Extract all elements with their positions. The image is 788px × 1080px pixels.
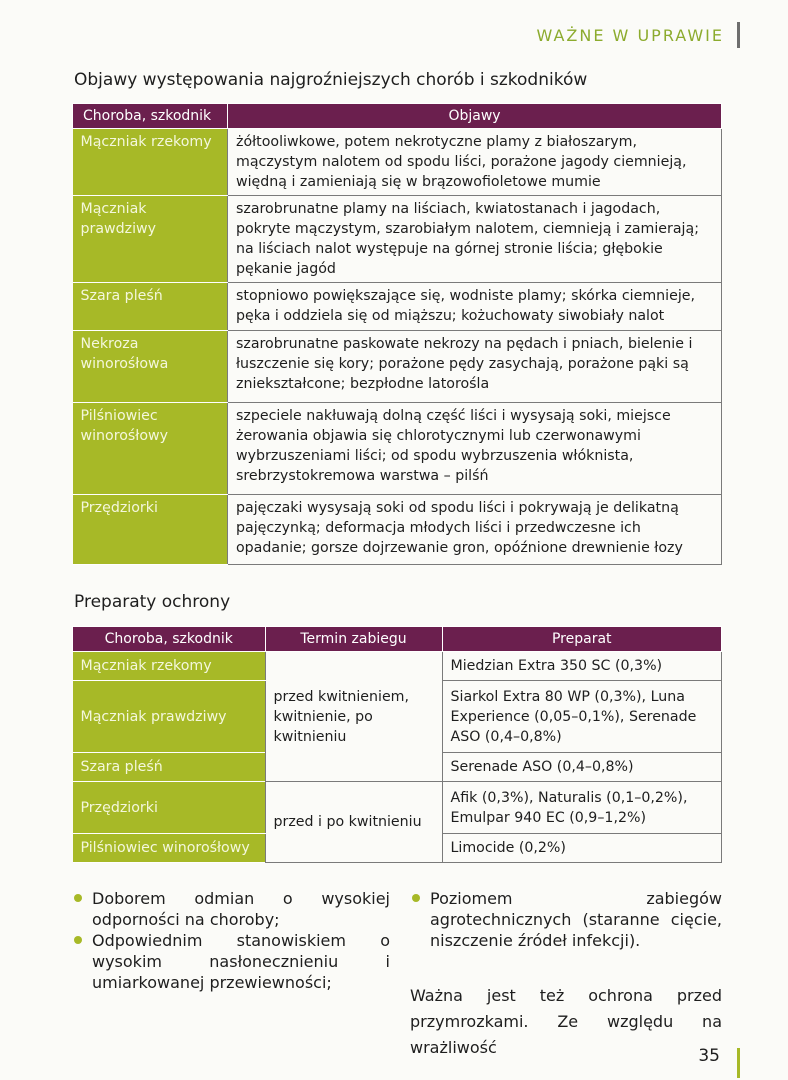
disease-name: Nekroza winorośłowa	[73, 331, 228, 403]
bullet-dot-icon	[74, 894, 82, 902]
table-row	[73, 782, 722, 834]
treatment-term: przed kwitnieniem, kwitnienie, po kwitnieniu	[265, 652, 442, 782]
list-item-text: Odpowiednim stanowiskiem o wysokim nasłonecznieniu i umiarkowanej przewiewności;	[92, 931, 390, 992]
column-header-product: Preparat	[442, 627, 722, 652]
product-name: Serenade ASO (0,4–0,8%)	[442, 753, 722, 782]
disease-name: Przędziorki	[73, 782, 266, 834]
disease-name: Pilśniowiec winorośłowy	[73, 403, 228, 495]
disease-name: Szara pleśń	[73, 753, 266, 782]
table-row	[73, 331, 722, 403]
disease-name: Mączniak rzekomy	[73, 652, 266, 681]
protection-products-table	[72, 626, 722, 863]
disease-symptoms: pajęczaki wysysają soki od spodu liści i pokrywają je delikatną pajęczynką; deformacja młodych liści i przedwczesne ich opadanie; gorsze dojrzewanie gron, opóźnione drewnienie łozy	[228, 495, 722, 565]
column-header-symptoms: Objawy	[228, 104, 722, 129]
product-name: Afik (0,3%), Naturalis (0,1–0,2%), Emulpar 940 EC (0,9–1,2%)	[442, 782, 722, 834]
diseases-table-title: Objawy występowania najgroźniejszych chorób i szkodników	[74, 70, 588, 90]
list-item-text: Poziomem zabiegów agrotechnicznych (staranne cięcie, niszczenie źródeł infekcji).	[430, 889, 722, 950]
list-item	[72, 888, 390, 930]
list-item-text: Doborem odmian o wysokiej odporności na choroby;	[92, 889, 390, 929]
product-name: Siarkol Extra 80 WP (0,3%), Luna Experience (0,05–0,1%), Serenade ASO (0,4–0,8%)	[442, 681, 722, 753]
disease-symptoms: stopniowo powiększające się, wodniste plamy; skórka ciemnieje, pęka i oddziela się od miąższu; kożuchowaty siwobiały nalot	[228, 283, 722, 331]
list-item	[410, 888, 722, 951]
treatment-term: przed i po kwitnieniu	[265, 782, 442, 863]
disease-name: Mączniak prawdziwy	[73, 196, 228, 283]
table-row	[73, 403, 722, 495]
table-row	[73, 283, 722, 331]
table-row	[73, 495, 722, 565]
disease-symptoms: szarobrunatne plamy na liściach, kwiatostanach i jagodach, pokryte mączystym, szarobiałym nalotem, ciemnieją i zamierają; na liściach nalot występuje na górnej stronie liścia; głębokie pękanie jagód	[228, 196, 722, 283]
bullet-dot-icon	[412, 894, 420, 902]
bullet-list-right	[410, 888, 722, 951]
product-name: Limocide (0,2%)	[442, 834, 722, 863]
disease-name: Szara pleśń	[73, 283, 228, 331]
disease-name: Mączniak rzekomy	[73, 129, 228, 196]
column-header-disease: Choroba, szkodnik	[73, 627, 266, 652]
header-divider-bar	[737, 22, 740, 48]
disease-symptoms: szarobrunatne paskowate nekrozy na pędach i pniach, bielenie i łuszczenie się kory; porażone pędy zasychają, porażone pąki są zniekształcone; bezpłodne latorośla	[228, 331, 722, 403]
section-header-label: WAŻNE W UPRAWIE	[536, 26, 724, 45]
table-row	[73, 129, 722, 196]
column-header-disease: Choroba, szkodnik	[73, 104, 228, 129]
diseases-symptoms-table	[72, 103, 722, 565]
bullet-dot-icon	[74, 936, 82, 944]
products-table-title: Preparaty ochrony	[74, 592, 231, 612]
page-number-bar	[737, 1048, 740, 1078]
bullet-list-left	[72, 888, 390, 993]
table-row	[73, 196, 722, 283]
body-paragraph: Ważna jest też ochrona przed przymrozkami. Ze względu na wrażliwość	[410, 986, 722, 1057]
list-item	[72, 930, 390, 993]
page-number: 35	[698, 1046, 720, 1066]
product-name: Miedzian Extra 350 SC (0,3%)	[442, 652, 722, 681]
column-header-term: Termin zabiegu	[265, 627, 442, 652]
table-row	[73, 652, 722, 681]
disease-name: Przędziorki	[73, 495, 228, 565]
disease-name: Mączniak prawdziwy	[73, 681, 266, 753]
disease-symptoms: szpeciele nakłuwają dolną część liści i wysysają soki, miejsce żerowania objawia się chlorotycznymi lub czerwonawymi wybrzuszeniami liści; od spodu wybrzuszenia włóknista, srebrzystokremowa warstwa – pilśń	[228, 403, 722, 495]
disease-name: Pilśniowiec winorośłowy	[73, 834, 266, 863]
disease-symptoms: żółtooliwkowe, potem nekrotyczne plamy z białoszarym, mączystym nalotem od spodu liści, porażone jagody ciemnieją, więdną i zamieniają się w brązowofioletowe mumie	[228, 129, 722, 196]
